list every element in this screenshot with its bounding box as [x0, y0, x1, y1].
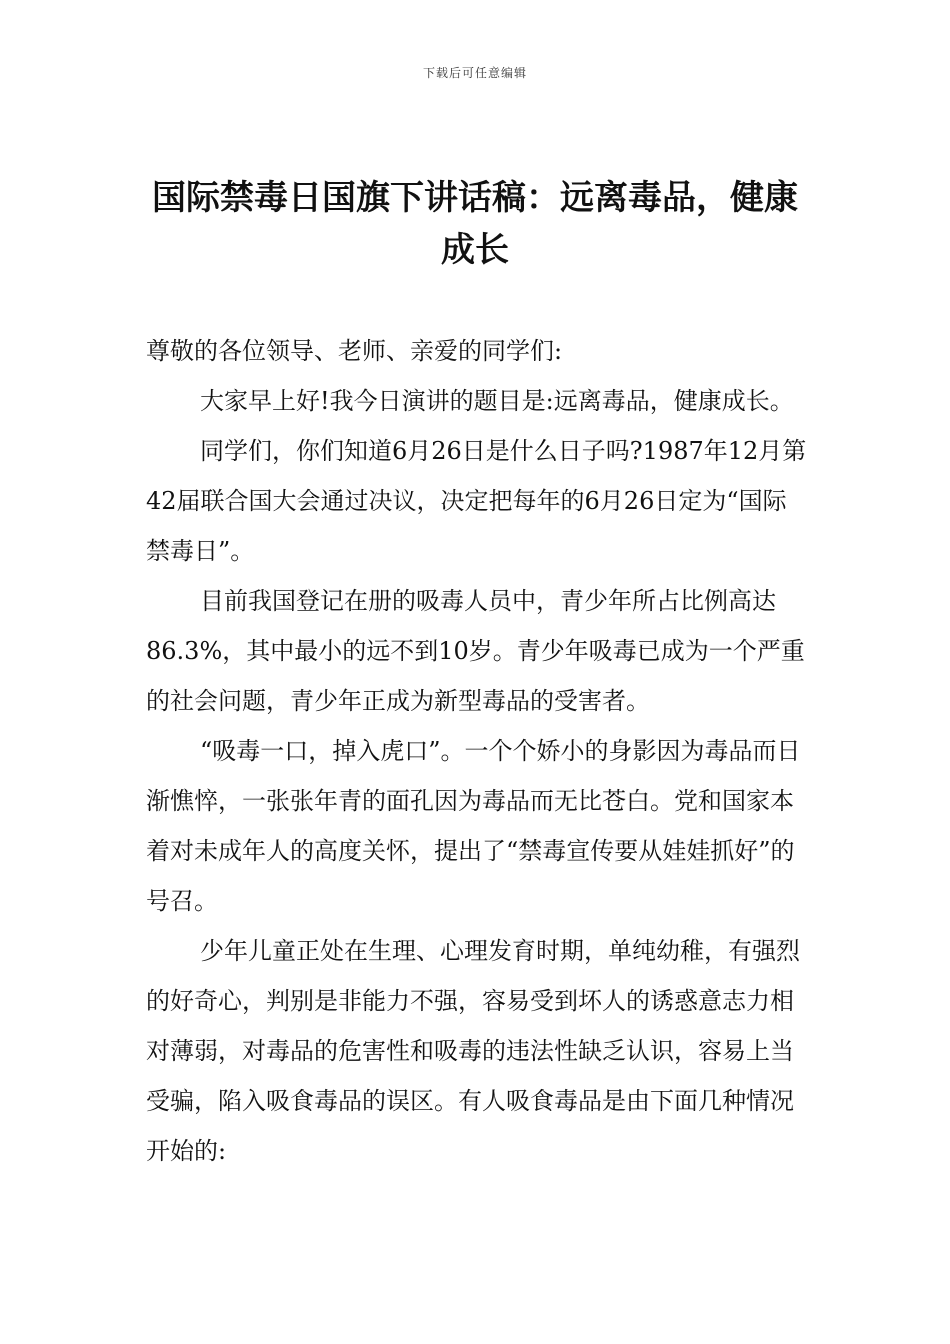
paragraph-date: 同学们，你们知道6月26日是什么日子吗?1987年12月第42届联合国大会通过决议，决定把每年的6月26日定为“国际禁毒日”。 — [146, 437, 807, 565]
salutation: 尊敬的各位领导、老师、亲爱的同学们: — [146, 337, 563, 365]
paragraph-greeting: 大家早上好!我今日演讲的题目是:远离毒品，健康成长。 — [200, 387, 794, 415]
paragraph-statistics: 目前我国登记在册的吸毒人员中，青少年所占比例高达86.3%，其中最小的远不到10岁。青少年吸毒已成为一个严重的社会问题，青少年正成为新型毒品的受害者。 — [146, 587, 805, 715]
paragraph-warning: “吸毒一口，掉入虎口”。一个个娇小的身影因为毒品而日渐憔悴，一张张年青的面孔因为毒品而无比苍白。党和国家本着对未成年人的高度关怀，提出了“禁毒宣传要从娃娃抓好”的号召。 — [146, 737, 801, 915]
header-note: 下载后可任意编辑 — [422, 66, 527, 80]
paragraph-youth: 少年儿童正处在生理、心理发育时期，单纯幼稚，有强烈的好奇心，判别是非能力不强，容易受到坏人的诱惑意志力相对薄弱，对毒品的危害性和吸毒的违法性缺乏认识，容易上当受骗，陷入吸食毒品的误区。有人吸食毒品是由下面几种情况开始的: — [146, 937, 800, 1165]
document-body — [146, 326, 808, 1176]
document-title: 国际禁毒日国旗下讲话稿：远离毒品，健康成长 — [152, 178, 798, 270]
